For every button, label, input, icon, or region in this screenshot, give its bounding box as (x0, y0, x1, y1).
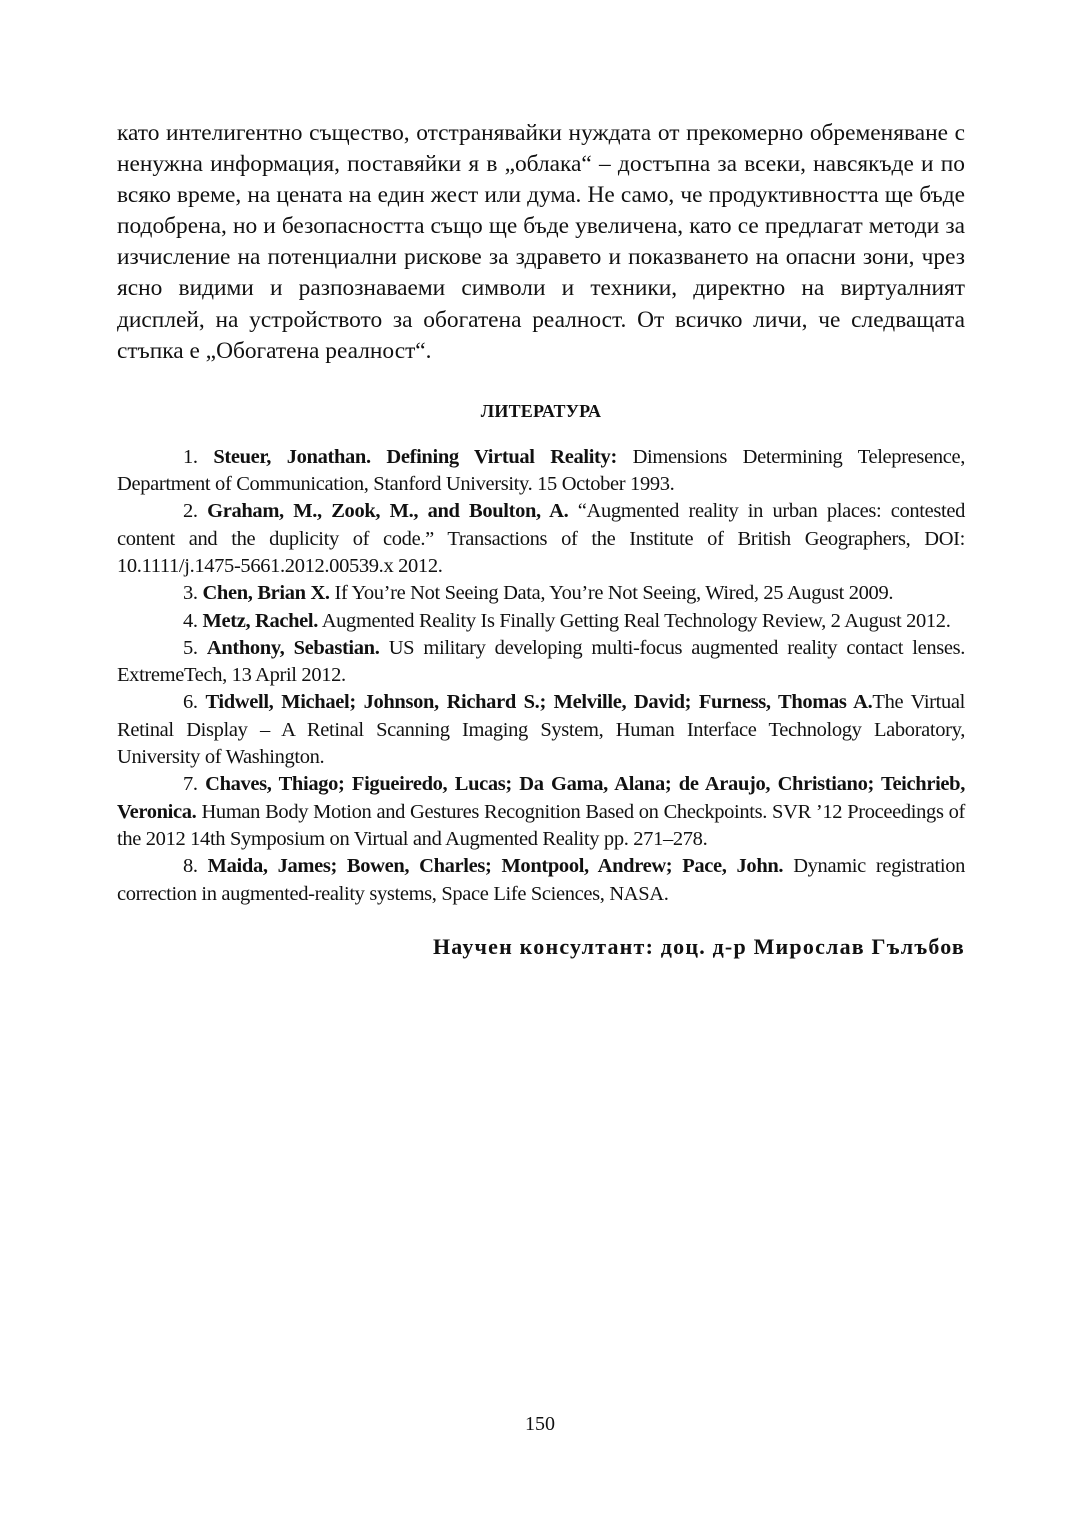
reference-number: 6. (183, 691, 198, 714)
reference-number: 8. (183, 855, 198, 878)
reference-details: If You’re Not Seeing Data, You’re Not Seeing, Wired, 25 August 2009. (334, 582, 894, 605)
reference-number: 4. (183, 609, 198, 632)
reference-number: 7. (183, 773, 198, 796)
reference-authors: Maida, James; Bowen, Charles; Montpool, Andrew; Pace, John. (207, 855, 784, 878)
reference-number: 3. (183, 582, 198, 605)
reference-item (117, 689, 965, 771)
reference-item (117, 498, 965, 580)
reference-list (117, 444, 965, 908)
reference-item (117, 444, 965, 499)
reference-authors: Chaves, Thiago; Figueiredo, Lucas; Da Gama, Alana; de Araujo, Christiano; Teichrieb, Veronica. (117, 773, 966, 823)
reference-authors: Steuer, Jonathan. (213, 445, 371, 468)
reference-number: 5. (183, 636, 198, 659)
reference-authors: Graham, M., Zook, M., and Boulton, A. (207, 500, 569, 523)
reference-details: Dynamic registration correction in augmented-reality systems, Space Life Sciences, NASA. (117, 855, 965, 905)
reference-details: US military developing multi-focus augmented reality contact lenses. ExtremeTech, 13 April 2012. (117, 636, 966, 687)
references-heading: ЛИТЕРАТУРА (480, 400, 602, 421)
reference-authors: Chen, Brian X. (202, 582, 330, 605)
reference-number: 2. (183, 500, 198, 523)
reference-item (117, 771, 965, 853)
reference-details: Dimensions Determining Telepresence, Department of Communication, Stanford University. 15 October 1993. (117, 445, 965, 496)
reference-item (117, 853, 965, 908)
reference-authors: Anthony, Sebastian. (206, 636, 380, 659)
reference-authors: Metz, Rachel. (202, 609, 319, 632)
reference-details: The Virtual Retinal Display – A Retinal Scanning Imaging System, Human Interface Technology Laboratory, University of Washington. (117, 691, 965, 769)
reference-title: Defining Virtual Reality: (386, 445, 617, 468)
reference-details: “Augmented reality in urban places: contested content and the duplicity of code.” Transactions of the Institute of British Geographers, DOI: 10.1111/j.1475-5661.2012.00539.x 2012. (117, 500, 965, 577)
body-paragraph: като интелигентно същество, отстранявайки нуждата от прекомерно обременяване с ненужна информация, поставяйки я в „облака“ – достъпна за всеки, навсякъде и по всяко време, на цената на един жест или дума. Не само, че продуктивността ще бъде подобрена, но и безопасността също ще бъде увеличена, като се предлагат методи за изчисление на потенциални рискове за здравето и показването на опасни зони, чрез ясно видими и разпознаваеми символи и техники, директно на виртуалният дисплей, на устройството за обогатена реалност. От всичко личи, че следващата стъпка е „Обогатена реалност“. (117, 120, 965, 364)
reference-details: Augmented Reality Is Finally Getting Real Technology Review, 2 August 2012. (321, 609, 951, 632)
page-content (117, 118, 965, 960)
reference-item (117, 608, 965, 635)
page-number: 150 (525, 1413, 555, 1435)
reference-authors: Tidwell, Michael; Johnson, Richard S.; Melville, David; Furness, Thomas A. (205, 691, 873, 714)
reference-item (117, 635, 965, 690)
reference-details: Human Body Motion and Gestures Recognition Based on Checkpoints. SVR ’12 Proceedings of the 2012 14th Symposium on Virtual and Augmented Reality pp. 271–278. (117, 800, 965, 850)
reference-item (117, 580, 965, 607)
reference-number: 1. (183, 445, 198, 468)
scientific-consultant: Научен консултант: доц. д-р Мирослав Гълъбов (432, 933, 965, 959)
